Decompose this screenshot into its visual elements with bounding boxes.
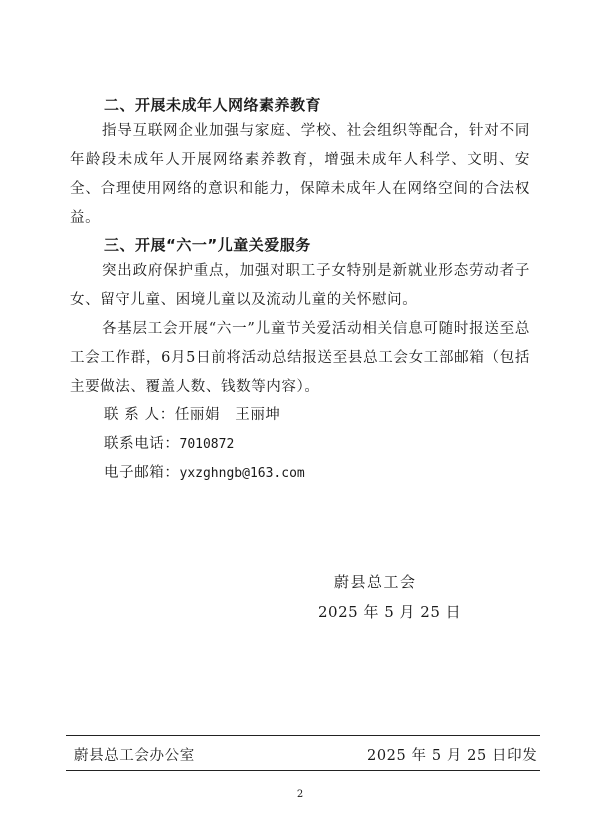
contact-email-label: 电子邮箱： (104, 465, 180, 481)
signature-organization: 蔚县总工会 (334, 573, 417, 591)
contact-phone-label: 联系电话： (104, 436, 180, 452)
contact-person-line (104, 403, 281, 424)
contact-person-label: 联 系 人： (104, 407, 175, 423)
section-3-heading: 三、开展“六一”儿童关爱服务 (104, 236, 311, 254)
page-number: 2 (296, 789, 304, 800)
footer-top-rule (66, 735, 540, 736)
contact-email-line (104, 461, 305, 482)
section-3-paragraph-2: 各基层工会开展“六一”儿童节关爱活动相关信息可随时报送至总工会工作群，6月5日前将活动总结报送至县总工会女工部邮箱（包括主要做法、覆盖人数、钱数等内容）。 (70, 321, 530, 395)
footer-office: 蔚县总工会办公室 (74, 748, 195, 764)
footer-bottom-rule (66, 770, 540, 771)
signature-date: 2025 年 5 月 25 日 (318, 603, 462, 621)
contact-email-value: yxzghngb@163.com (179, 466, 305, 481)
section-3-paragraph-1: 突出政府保护重点，加强对职工子女特别是新就业形态劳动者子女、留守儿童、困境儿童以及流动儿童的关怀慰问。 (70, 263, 530, 308)
contact-phone-value: 7010872 (179, 437, 235, 452)
section-2-heading: 二、开展未成年人网络素养教育 (104, 96, 322, 114)
footer-print-date: 2025 年 5 月 25 日印发 (367, 748, 538, 764)
contact-person-value: 任丽娟 王丽坤 (174, 407, 281, 423)
section-2-paragraph: 指导互联网企业加强与家庭、学校、社会组织等配合，针对不同年龄段未成年人开展网络素养教育，增强未成年人科学、文明、安全、合理使用网络的意识和能力，保障未成年人在网络空间的合法权益。 (70, 123, 530, 226)
contact-phone-line (104, 432, 234, 453)
